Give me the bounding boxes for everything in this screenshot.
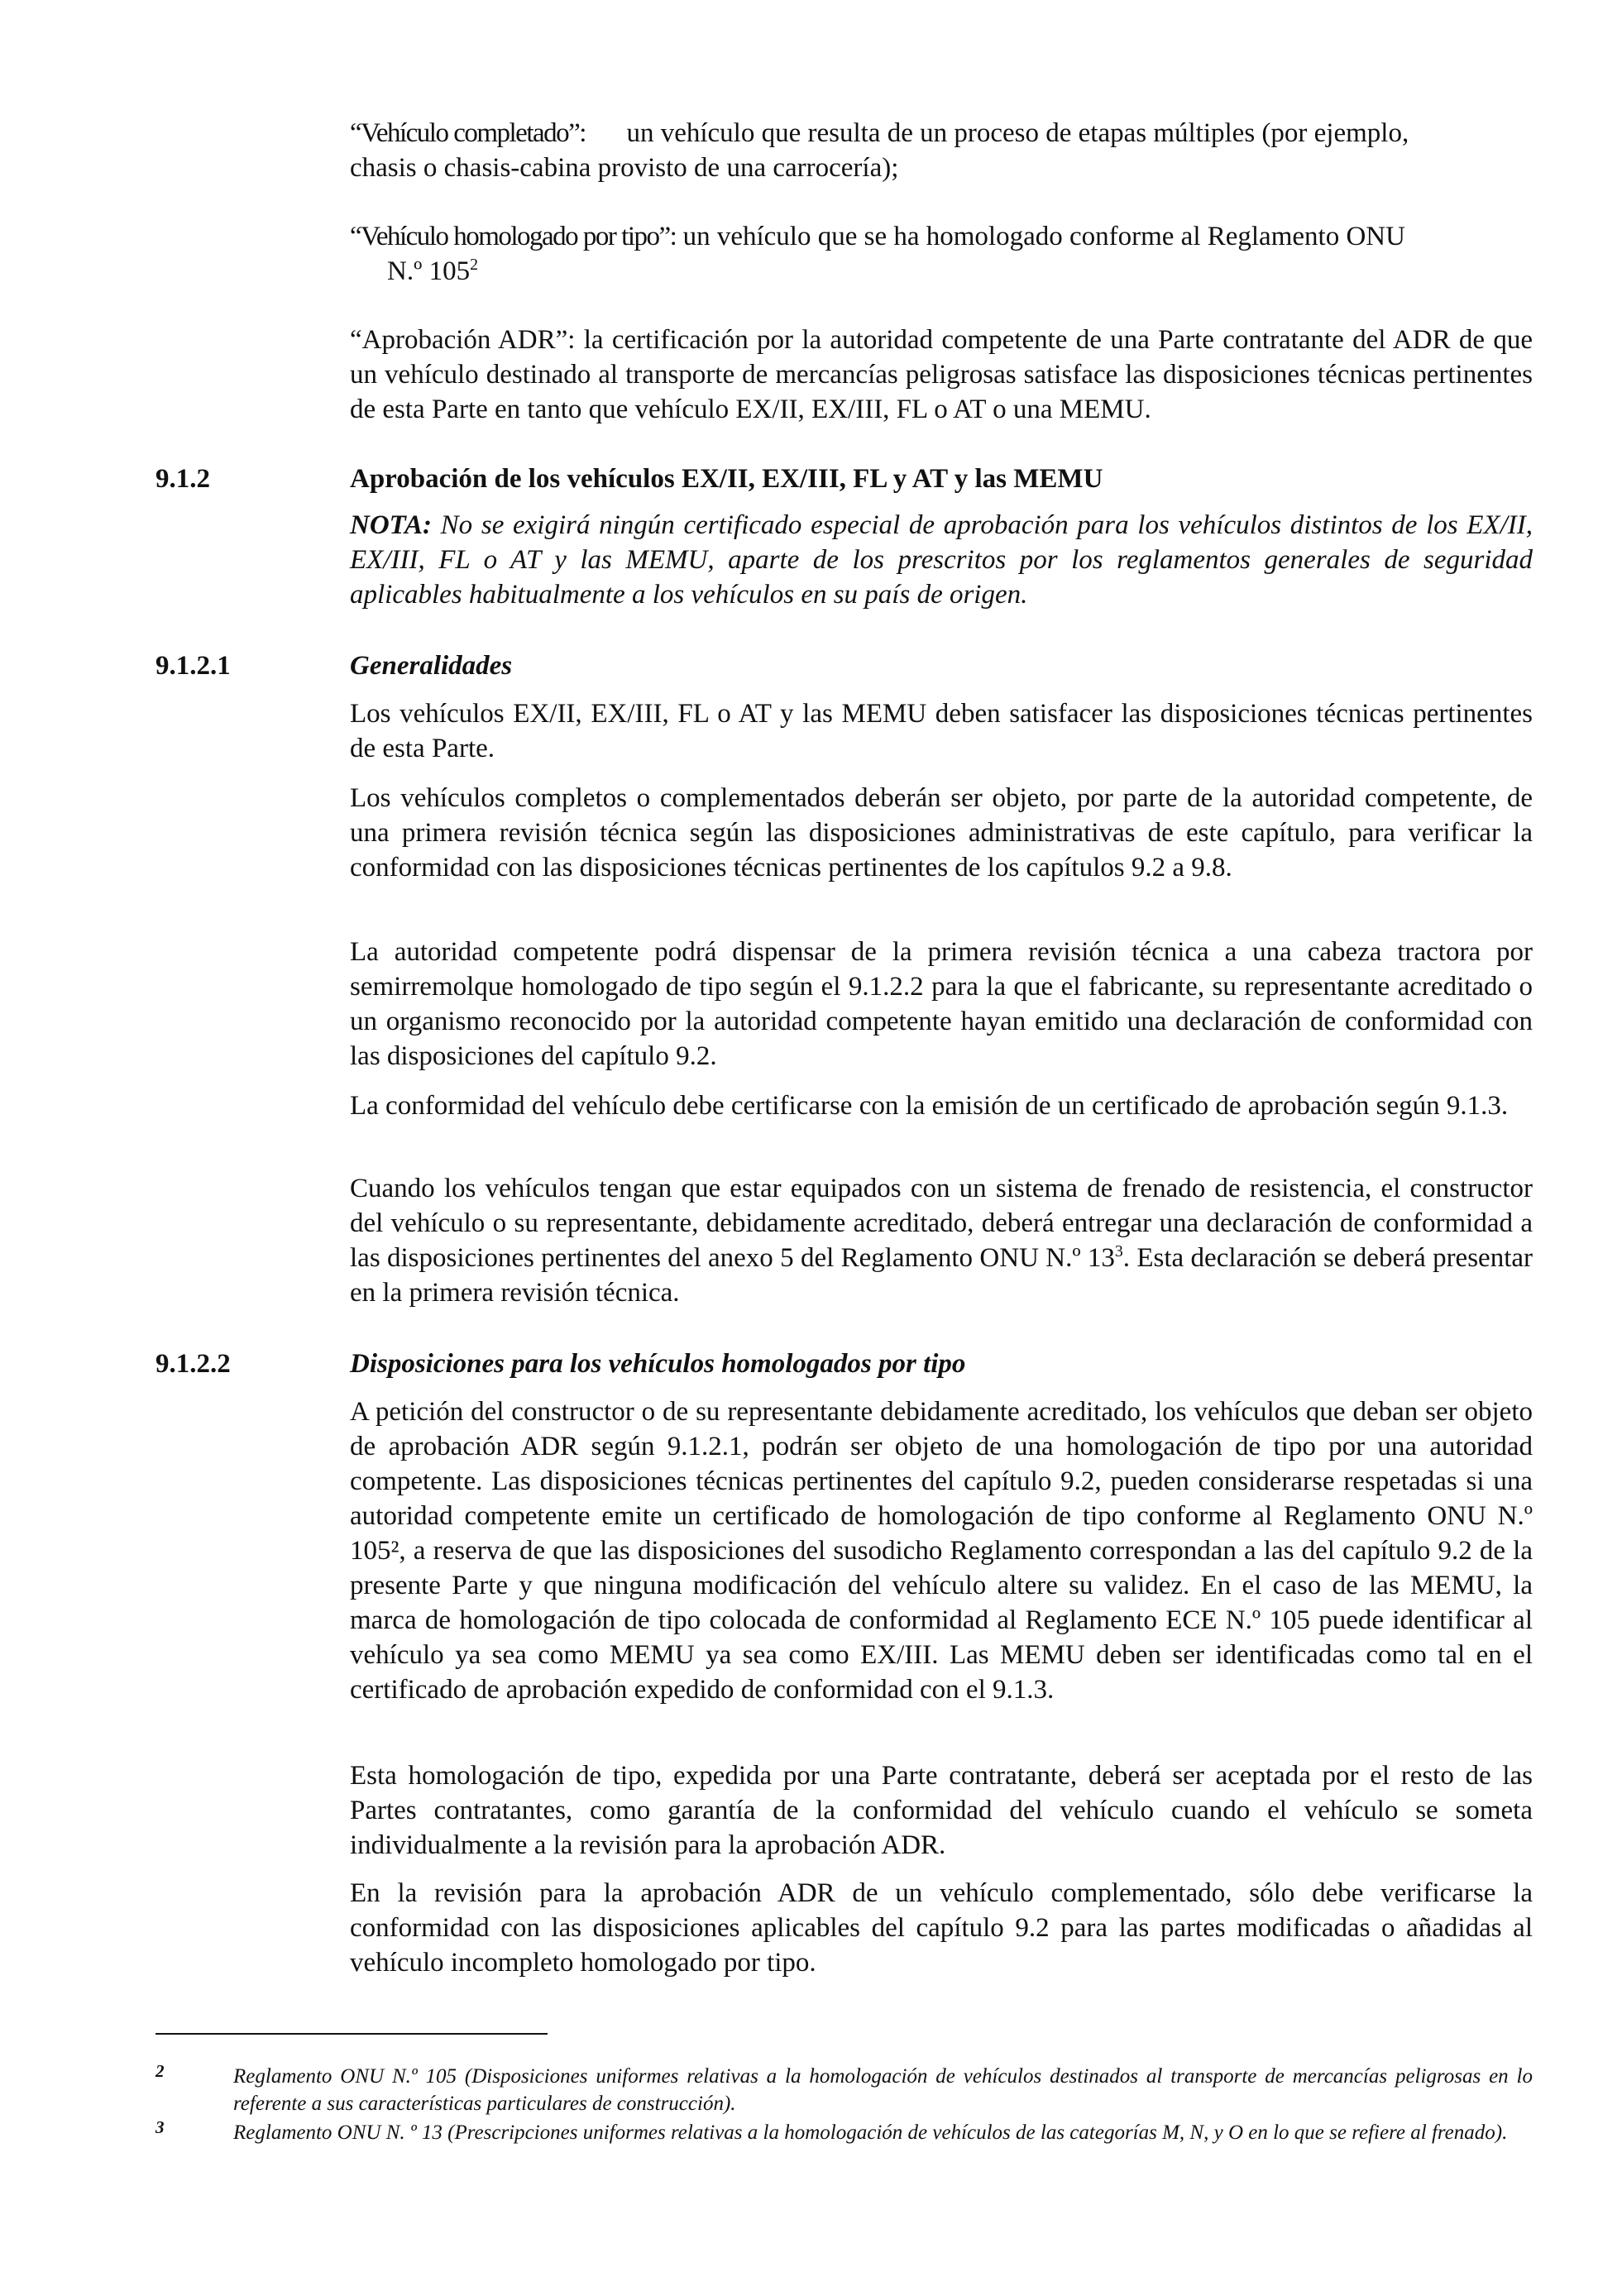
paragraph (350, 781, 1533, 885)
paragraph-text: Los vehículos EX/II, EX/III, FL o AT y las MEMU deben satisfacer las disposiciones técnicas pertinentes de esta Parte. (350, 699, 1533, 763)
footnote-ref: 3 (1114, 1242, 1123, 1260)
note-label: NOTA: (350, 510, 432, 540)
definition-vehiculo-homologado (350, 219, 1533, 289)
paragraph-text: La autoridad competente podrá dispensar de la primera revisión técnica a una cabeza tractora por semirremolque homologado de tipo según el 9.1.2.2 para la que el fabricante, su representante acreditado o un organismo reconocido por la autoridad competente hayan emitido una declaración de conformidad con las disposiciones del capítulo 9.2. (350, 937, 1533, 1071)
paragraph-text: Los vehículos completos o complementados deberán ser objeto, por parte de la autoridad competente, de una primera revisión técnica según las disposiciones administrativas de este capítulo, para verificar la conformidad con las disposiciones técnicas pertinentes de los capítulos 9.2 a 9.8. (350, 783, 1533, 883)
footnote-ref: 2 (470, 256, 478, 274)
definition-text: la certificación por la autoridad competente de una Parte contratante del ADR de que un vehículo destinado al transporte de mercancías peligrosas satisface las disposiciones técnicas pertinentes de esta Parte en tanto que vehículo EX/II, EX/III, FL o AT o una MEMU. (350, 325, 1533, 424)
footnote-mark: 3 (156, 2117, 165, 2137)
section-number-9-1-2: 9.1.2 (156, 464, 210, 494)
definition-text: un vehículo que resulta de un proceso de etapas múltiples (por ejemplo, (626, 118, 1409, 148)
paragraph (350, 1171, 1533, 1310)
section-title-9-1-2-1: Generalidades (350, 651, 513, 681)
definition-term: “Vehículo homologado por tipo”: (350, 222, 677, 251)
paragraph (350, 935, 1533, 1074)
paragraph-text: A petición del constructor o de su representante debidamente acreditado, los vehículos que deban ser objeto de aprobación ADR según 9.1.2.1, podrán ser objeto de una homologación de tipo por una autoridad competente. Las disposiciones técnicas pertinentes del capítulo 9.2, pueden considerarse respetadas si una autoridad competente emite un certificado de homologación de tipo conforme al Reglamento ONU N.º 105², a reserva de que las disposiciones del susodicho Reglamento correspondan a las del capítulo 9.2 de la presente Parte y que ninguna modificación del vehículo altere su validez. En el caso de las MEMU, la marca de homologación de tipo colocada de conformidad al Reglamento ECE N.º 105 puede identificar al vehículo ya sea como MEMU ya sea como EX/III. Las MEMU deben ser identificadas como tal en el certificado de aprobación expedido de conformidad con el 9.1.3. (350, 1397, 1533, 1705)
paragraph-text-cont: . Esta declaración se deberá presentar en la primera revisión técnica. (350, 1243, 1533, 1308)
paragraph (350, 696, 1533, 766)
footnote-text: Reglamento ONU N.º 105 (Disposiciones uniformes relativas a la homologación de vehículos destinados al transporte de mercancías peligrosas en lo referente a sus características particulares de construcción). (233, 2065, 1533, 2115)
section-number-9-1-2-2: 9.1.2.2 (156, 1349, 231, 1379)
definition-text: un vehículo que se ha homologado conforme al Reglamento ONU (682, 222, 1405, 251)
paragraph-text: En la revisión para la aprobación ADR de un vehículo complementado, sólo debe verificarse la conformidad con las disposiciones aplicables del capítulo 9.2 para las partes modificadas o añadidas al vehículo incompleto homologado por tipo. (350, 1878, 1533, 1978)
paragraph (350, 1876, 1533, 1980)
definition-term: “Aprobación ADR”: (350, 325, 576, 355)
paragraph-text: Cuando los vehículos tengan que estar equipados con un sistema de frenado de resistencia, el constructor del vehículo o su representante, debidamente acreditado, deberá entregar una declaración de conformidad a las disposiciones pertinentes del anexo 5 del Reglamento ONU N.º 13 (350, 1174, 1533, 1273)
paragraph-text: La conformidad del vehículo debe certificarse con la emisión de un certificado de aprobación según 9.1.3. (350, 1091, 1509, 1121)
note-text: No se exigirá ningún certificado especial de aprobación para los vehículos distintos de los EX/II, EX/III, FL o AT y las MEMU, aparte de los prescritos por los reglamentos generales de seguridad aplicables habitualmente a los vehículos en su país de origen. (350, 510, 1533, 610)
definition-text-cont: chasis o chasis-cabina provisto de una carrocería); (350, 153, 899, 183)
footnote-separator (156, 2033, 548, 2035)
section-title-9-1-2: Aprobación de los vehículos EX/II, EX/III, FL y AT y las MEMU (350, 464, 1103, 494)
paragraph (350, 1394, 1533, 1707)
definition-term: “Vehículo completado”: (350, 118, 586, 148)
note-paragraph (350, 508, 1533, 612)
definition-vehiculo-completado (350, 116, 1533, 185)
definition-aprobacion-adr (350, 323, 1533, 427)
paragraph-text: Esta homologación de tipo, expedida por una Parte contratante, deberá ser aceptada por el resto de las Partes contratantes, como garantía de la conformidad del vehículo cuando el vehículo se someta individualmente a la revisión para la aprobación ADR. (350, 1761, 1533, 1860)
paragraph (350, 1088, 1533, 1123)
paragraph (350, 1758, 1533, 1863)
footnote-mark: 2 (156, 2061, 165, 2081)
section-number-9-1-2-1: 9.1.2.1 (156, 651, 231, 681)
footnote-text: Reglamento ONU N. º 13 (Prescripciones uniformes relativas a la homologación de vehículos de las categorías M, N, y O en lo que se refiere al frenado). (233, 2121, 1508, 2144)
definition-text-cont: N.º 105 (387, 256, 471, 286)
section-title-9-1-2-2: Disposiciones para los vehículos homologados por tipo (350, 1349, 966, 1379)
